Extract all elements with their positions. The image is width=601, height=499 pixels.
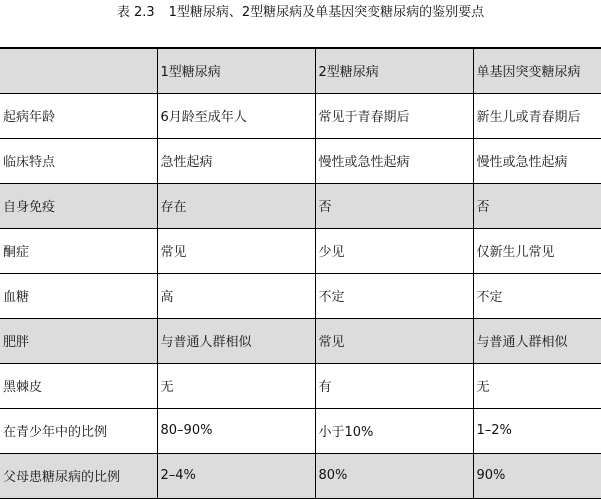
row-label: 酮症 [0, 228, 157, 273]
table-cell: 与普通人群相似 [157, 318, 315, 363]
table-cell: 不定 [473, 273, 601, 318]
table-cell: 80% [315, 453, 473, 498]
table-row [0, 318, 601, 363]
table-row [0, 228, 601, 273]
table-header-row [0, 48, 601, 93]
table-row [0, 138, 601, 183]
table-cell: 90% [473, 453, 601, 498]
table-cell: 无 [473, 363, 601, 408]
table-number: 表 2.3 [116, 5, 155, 20]
header-cell-type1: 1型糖尿病 [157, 48, 315, 93]
row-label: 临床特点 [0, 138, 157, 183]
table-cell: 新生儿或青春期后 [473, 93, 601, 138]
row-label: 在青少年中的比例 [0, 408, 157, 453]
table-row [0, 273, 601, 318]
table-caption [0, 2, 601, 24]
table-cell: 否 [315, 183, 473, 228]
table-cell: 不定 [315, 273, 473, 318]
table-cell: 无 [157, 363, 315, 408]
table-cell: 常见 [157, 228, 315, 273]
row-label: 肥胖 [0, 318, 157, 363]
table-row [0, 183, 601, 228]
table-title: 1型糖尿病、2型糖尿病及单基因突变糖尿病的鉴别要点 [168, 5, 485, 20]
row-label: 自身免疫 [0, 183, 157, 228]
header-cell-type2: 2型糖尿病 [315, 48, 473, 93]
table-cell: 存在 [157, 183, 315, 228]
table-row [0, 408, 601, 453]
row-label: 血糖 [0, 273, 157, 318]
table-cell: 否 [473, 183, 601, 228]
table-cell: 与普通人群相似 [473, 318, 601, 363]
table-cell: 有 [315, 363, 473, 408]
comparison-table [0, 47, 601, 499]
table-cell: 少见 [315, 228, 473, 273]
table-cell: 2–4% [157, 453, 315, 498]
row-label: 黑棘皮 [0, 363, 157, 408]
table-row [0, 363, 601, 408]
table-cell: 急性起病 [157, 138, 315, 183]
table-cell: 慢性或急性起病 [315, 138, 473, 183]
row-label: 父母患糖尿病的比例 [0, 453, 157, 498]
table-cell: 慢性或急性起病 [473, 138, 601, 183]
header-cell-empty [0, 48, 157, 93]
table-cell: 6月龄至成年人 [157, 93, 315, 138]
table-cell: 常见 [315, 318, 473, 363]
table-row [0, 453, 601, 498]
table-row [0, 93, 601, 138]
table-cell: 高 [157, 273, 315, 318]
row-label: 起病年龄 [0, 93, 157, 138]
table-cell: 小于10% [315, 408, 473, 453]
table-cell: 仅新生儿常见 [473, 228, 601, 273]
header-cell-monogenic: 单基因突变糖尿病 [473, 48, 601, 93]
table-cell: 1–2% [473, 408, 601, 453]
table-cell: 常见于青春期后 [315, 93, 473, 138]
table-cell: 80–90% [157, 408, 315, 453]
